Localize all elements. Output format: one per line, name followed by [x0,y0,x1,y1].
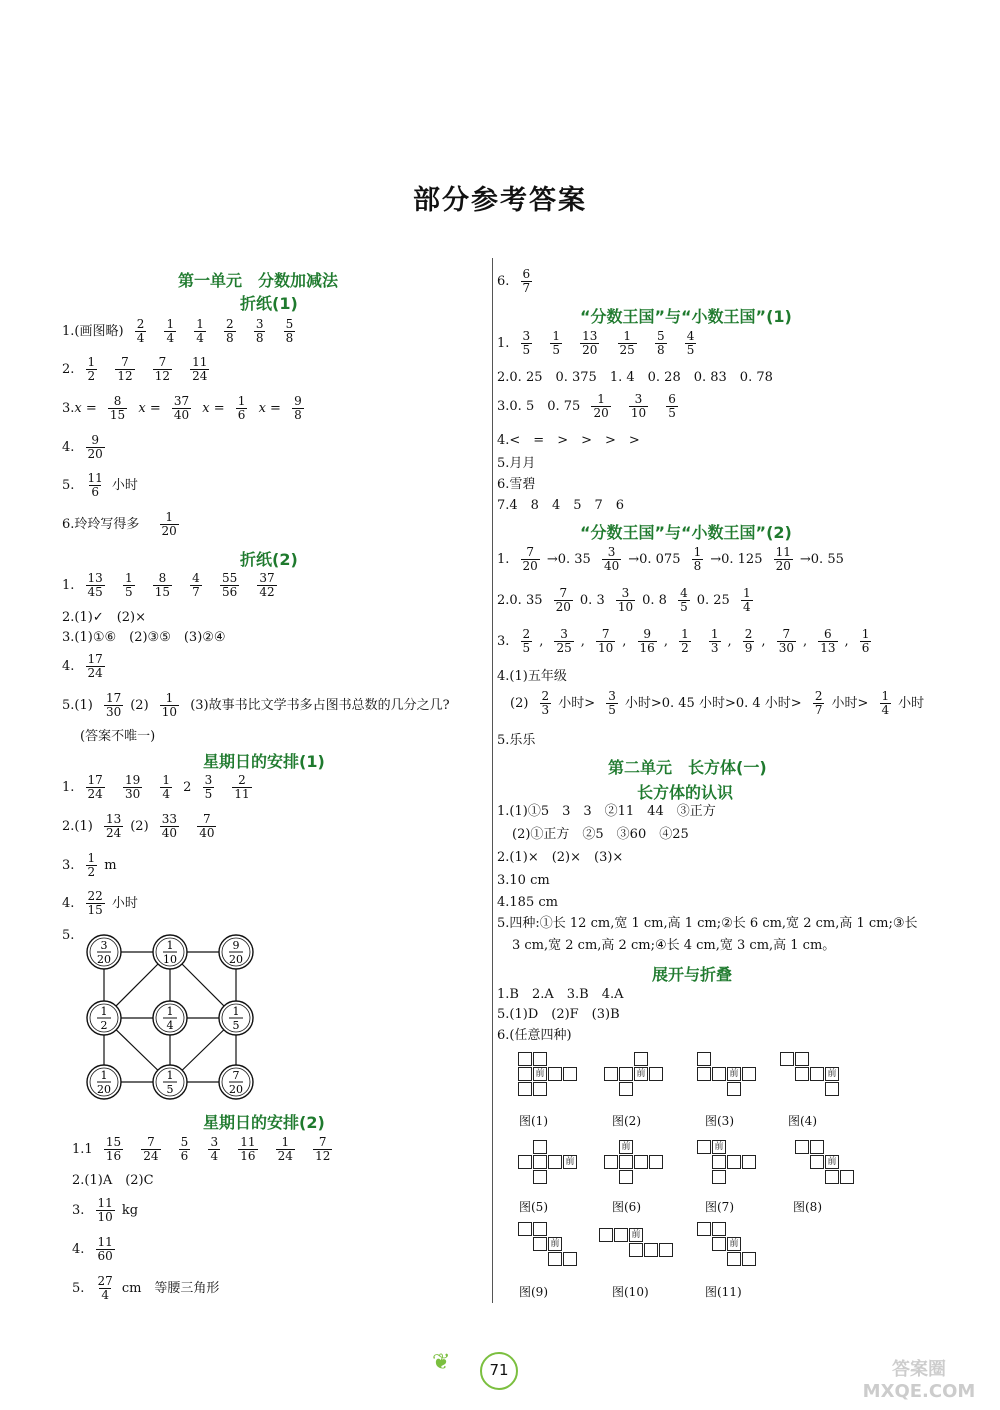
answer-line: 5.(1) $\frac{17}{30}$ (2) $\frac{1}{10}$ (3)故事书比文学书多占图书总数的几分之几? [62,691,450,719]
net-square [533,1082,547,1096]
net-square [712,1237,726,1251]
answer-line: 2. $\frac{1}{2}$ $\frac{7}{12}$ $\frac{7}{12}$ $\frac{11}{24}$ [62,355,208,383]
net-square [712,1170,726,1184]
net-square: 前 [727,1237,741,1251]
answer-line: 5.四种:①长 12 cm,宽 1 cm,高 1 cm;②长 6 cm,宽 2 cm,高 1 cm;③长 [497,916,918,931]
answer-line: 3 cm,宽 2 cm,高 2 cm;④长 4 cm,宽 3 cm,高 1 cm。 [512,938,836,953]
answer-line: 6.玲玲写得多 $\frac{1}{20}$ [62,510,177,538]
net-square [810,1067,824,1081]
answer-line: 2.(1) $\frac{13}{24}$ (2) $\frac{33}{40}$ $\frac{7}{40}$ [62,812,215,840]
answer-line: 1. $\frac{7}{20}$ →0. 35 $\frac{3}{40}$ →0. 075 $\frac{1}{8}$ →0. 125 $\frac{11}{20}$ →0. 55 [497,545,844,573]
circle-denominator: 5 [166,1083,174,1096]
net-square [548,1155,562,1169]
net-square [795,1052,809,1066]
net-caption: 图(11) [705,1285,742,1299]
answer-line: 4. $\frac{17}{24}$ [62,652,103,680]
net-square [533,1052,547,1066]
answer-line: 3. $\frac{1}{2}$ m [62,851,117,879]
net-square [659,1243,673,1257]
answer-line: 4.< = > > > > [497,433,640,448]
page-title: 部分参考答案 [413,185,587,216]
sw2-heading: “分数王国”与“小数王国”(2) [580,523,792,542]
net-caption: 图(9) [519,1285,548,1299]
circle-denominator: 10 [163,953,177,966]
net-square [604,1067,618,1081]
answer-line: (答案不唯一) [80,729,156,744]
answer-line: 6. $\frac{6}{7}$ [497,267,531,295]
net-square [548,1252,562,1266]
net-caption: 图(1) [519,1114,548,1128]
net-square: 前 [825,1067,839,1081]
answer-line: 2.(1)A (2)C [72,1173,154,1188]
net-square [619,1067,633,1081]
circle-denominator: 2 [100,1019,108,1032]
net-square [634,1155,648,1169]
net-square: 前 [548,1237,562,1251]
answer-line: 4. $\frac{11}{60}$ [72,1235,113,1263]
net-square [727,1252,741,1266]
net-square [649,1155,663,1169]
circle-numerator: 1 [166,1069,174,1082]
net-square [727,1155,741,1169]
zz1-heading: 折纸(1) [240,294,298,313]
net-square: 前 [634,1067,648,1081]
answer-line: 5.月月 [497,456,536,471]
net-square: 前 [825,1155,839,1169]
column-divider [492,258,493,1303]
net-square [712,1067,726,1081]
answer-line: 4. $\frac{22}{15}$ 小时 [62,889,138,917]
net-square [533,1155,547,1169]
net-square [619,1082,633,1096]
answer-line: 4.185 cm [497,895,558,910]
net-square [712,1222,726,1236]
answer-line: 1.(画图略) $\frac{2}{4}$ $\frac{1}{4}$ $\frac{1}{4}$ $\frac{2}{8}$ $\frac{3}{8}$ $\frac{5}{8}$ [62,317,294,345]
net-square [825,1170,839,1184]
net-square [604,1155,618,1169]
net-square: 前 [563,1155,577,1169]
answer-line: 3.(1)①⑥ (2)③⑤ (3)②④ [62,630,226,645]
net-caption: 图(5) [519,1200,548,1214]
circle-denominator: 4 [166,1019,174,1032]
net-square [563,1252,577,1266]
net-square [697,1052,711,1066]
net-square [727,1082,741,1096]
net-square [712,1155,726,1169]
net-square [629,1243,643,1257]
answer-line: (2)①正方 ②5 ③60 ④25 [512,827,689,842]
answer-line: 5. $\frac{11}{6}$ 小时 [62,471,138,499]
zk-heading: 展开与折叠 [652,965,733,984]
circle-denominator: 20 [97,953,111,966]
net-square [810,1155,824,1169]
net-square [563,1067,577,1081]
answer-line: 2.0. 25 0. 375 1. 4 0. 28 0. 83 0. 78 [497,370,773,385]
net-square [533,1140,547,1154]
circle-numerator: 9 [232,939,240,952]
net-square [742,1252,756,1266]
net-square [697,1067,711,1081]
net-square: 前 [629,1228,643,1242]
net-square [599,1228,613,1242]
circle-diagram [82,930,262,1100]
net-caption: 图(10) [612,1285,649,1299]
net-square [518,1082,532,1096]
net-caption: 图(4) [788,1114,817,1128]
answer-line: 1.1 $\frac{15}{16}$ $\frac{7}{24}$ $\frac{5}{6}$ $\frac{3}{4}$ $\frac{11}{16}$ $\frac{1}{24}$ $\frac{7}{12}$ [72,1135,331,1163]
net-caption: 图(3) [705,1114,734,1128]
answer-line: (2) $\frac{2}{3}$ 小时> $\frac{3}{5}$ 小时>0. 45 小时>0. 4 小时> $\frac{2}{7}$ 小时> $\frac{1}{4}$ 小时 [510,689,925,717]
net-square [634,1052,648,1066]
circle-denominator: 20 [97,1083,111,1096]
net-square [840,1170,854,1184]
answer-line: 1.(1)①5 3 3 ②11 44 ③正方 [497,804,716,819]
net-square [533,1170,547,1184]
net-caption: 图(8) [793,1200,822,1214]
net-square [742,1067,756,1081]
answer-line: 2.(1)✓ (2)× [62,610,147,625]
answer-line: 3.0. 5 0. 75 $\frac{1}{20}$ $\frac{3}{10}$ $\frac{6}{5}$ [497,392,676,420]
net-square [619,1170,633,1184]
answer-line: 3. $\frac{2}{5}$ , $\frac{3}{25}$ , $\frac{7}{10}$ , $\frac{9}{16}$ , $\frac{1}{2}$ $\frac{1}{3}$ , $\frac{2}{9}$ , $\frac{7}{30}$ , $\frac{6}{13}$ , $\frac{1}{6}$ [497,627,870,655]
net-square [780,1052,794,1066]
leaf-icon: ❦ [432,1350,451,1375]
net-square [619,1155,633,1169]
answer-line: 1. $\frac{3}{5}$ $\frac{1}{5}$ $\frac{13}{20}$ $\frac{1}{25}$ $\frac{5}{8}$ $\frac{4}{5}$ [497,329,695,357]
answer-line: 3.10 cm [497,873,550,888]
net-square [614,1228,628,1242]
zz2-heading: 折纸(2) [240,550,298,569]
net-square [533,1222,547,1236]
net-caption: 图(6) [612,1200,641,1214]
unit2-heading: 第二单元 长方体(一) [608,758,767,777]
net-square [649,1067,663,1081]
answer-line: 5.(1)D (2)F (3)B [497,1007,620,1022]
answer-line: 3. $\frac{11}{10}$ kg [72,1196,139,1224]
circle-numerator: 3 [100,939,108,952]
net-square [825,1082,839,1096]
circle-numerator: 1 [166,939,174,952]
net-square: 前 [712,1140,726,1154]
net-square [697,1222,711,1236]
answer-line: 3.x = $\frac{8}{15}$ x = $\frac{37}{40}$ x = $\frac{1}{6}$ x = $\frac{9}{8}$ [62,394,302,422]
net-square: 前 [727,1067,741,1081]
circle-denominator: 20 [229,953,243,966]
answer-line: 1. $\frac{13}{45}$ $\frac{1}{5}$ $\frac{8}{15}$ $\frac{4}{7}$ $\frac{55}{56}$ $\frac{37}{42}$ [62,571,275,599]
answer-line: 4. $\frac{9}{20}$ [62,433,103,461]
circle-numerator: 1 [232,1005,240,1018]
answer-line: 5.乐乐 [497,733,536,748]
circle-numerator: 7 [232,1069,240,1082]
circle-denominator: 5 [232,1019,240,1032]
cf-heading: 长方体的认识 [637,783,734,802]
answer-line: 6.(任意四种) [497,1028,572,1043]
net-square [518,1052,532,1066]
watermark-logo: 答案圈 MXQE.COM [862,1359,976,1402]
net-square [518,1067,532,1081]
net-square [697,1140,711,1154]
net-square [810,1140,824,1154]
net-caption: 图(7) [705,1200,734,1214]
page-number: 71 [480,1352,518,1390]
net-square [644,1243,658,1257]
answer-line: 2.0. 35 $\frac{7}{20}$ 0. 3 $\frac{3}{10}$ 0. 8 $\frac{4}{5}$ 0. 25 $\frac{1}{4}$ [497,586,751,614]
unit1-heading: 第一单元 分数加减法 [178,271,339,290]
net-square [742,1155,756,1169]
circle-denominator: 20 [229,1083,243,1096]
circle-numerator: 1 [166,1005,174,1018]
answer-line: 4.(1)五年级 [497,669,567,684]
answer-line: 1.B 2.A 3.B 4.A [497,987,624,1002]
net-square: 前 [619,1140,633,1154]
net-square [548,1067,562,1081]
net-caption: 图(2) [612,1114,641,1128]
net-square [518,1222,532,1236]
answer-line: 2.(1)× (2)× (3)× [497,850,624,865]
answer-line: 6.雪碧 [497,477,536,492]
xq2-heading: 星期日的安排(2) [203,1113,325,1132]
net-square [795,1067,809,1081]
answer-line: 1. $\frac{17}{24}$ $\frac{19}{30}$ $\frac{1}{4}$ 2 $\frac{3}{5}$ $\frac{2}{11}$ [62,773,250,801]
answer-line: 5. $\frac{27}{4}$ cm 等腰三角形 [72,1274,220,1302]
answer-line: 7.4 8 4 5 7 6 [497,498,625,513]
net-square [533,1237,547,1251]
circle-numerator: 1 [100,1005,108,1018]
xq1-heading: 星期日的安排(1) [203,752,325,771]
net-square [795,1140,809,1154]
net-square: 前 [533,1067,547,1081]
net-square [518,1155,532,1169]
answer-line: 5. [62,928,75,943]
sw1-heading: “分数王国”与“小数王国”(1) [580,307,792,326]
circle-numerator: 1 [100,1069,108,1082]
